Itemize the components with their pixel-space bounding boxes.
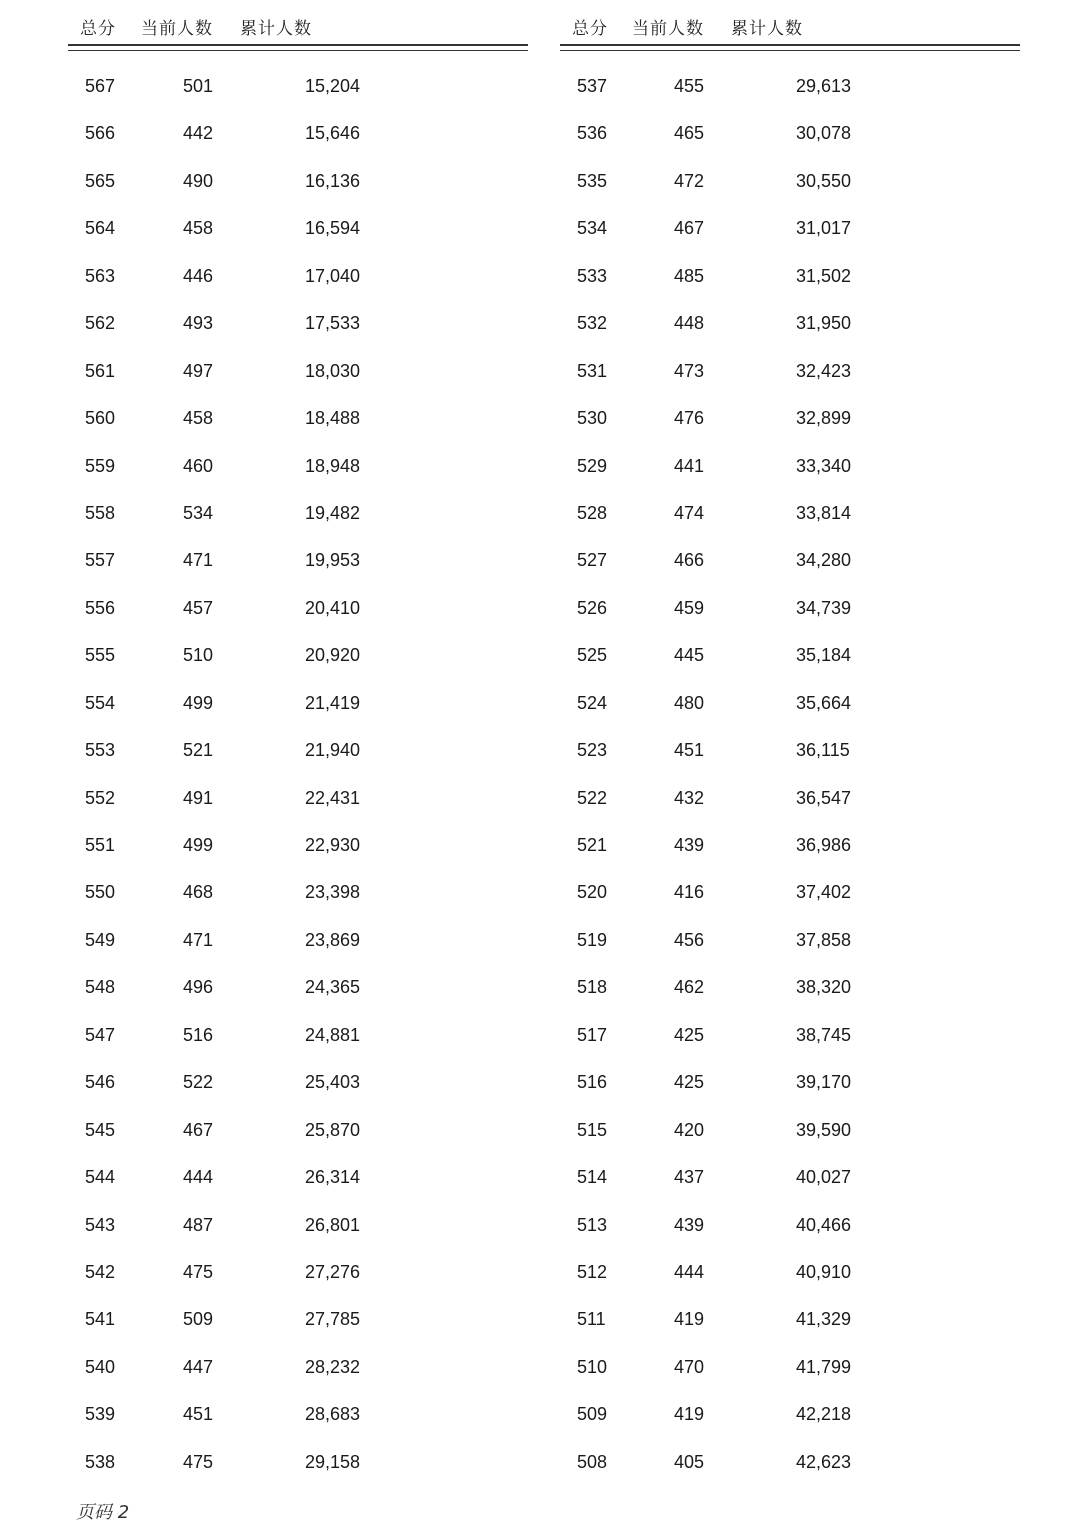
table-row (560, 442, 1020, 489)
cumulative-count-cell: 41,799 (796, 1356, 852, 1377)
table-row (560, 347, 1020, 394)
current-count-cell: 416 (674, 882, 705, 903)
cumulative-count-cell: 25,403 (305, 1072, 361, 1093)
cumulative-count-cell: 38,745 (796, 1024, 852, 1045)
cumulative-count-cell: 42,623 (796, 1451, 852, 1472)
score-cell: 548 (85, 977, 116, 998)
current-count-cell: 444 (183, 1167, 214, 1188)
current-count-cell: 460 (183, 455, 214, 476)
cumulative-count-cell: 36,547 (796, 787, 852, 808)
table-row (68, 109, 528, 156)
current-count-cell: 462 (674, 977, 705, 998)
score-cell: 562 (85, 313, 116, 334)
cumulative-count-cell: 18,948 (305, 455, 361, 476)
score-cell: 517 (577, 1024, 608, 1045)
score-cell: 543 (85, 1214, 116, 1235)
current-count-cell: 475 (183, 1451, 214, 1472)
table-row (560, 821, 1020, 868)
cumulative-count-cell: 25,870 (305, 1119, 361, 1140)
page-number: 页码 2 (76, 1502, 130, 1523)
current-count-cell: 442 (183, 123, 214, 144)
table-row (68, 1201, 528, 1248)
table-row (68, 157, 528, 204)
cumulative-count-cell: 37,402 (796, 882, 852, 903)
cumulative-count-cell: 21,940 (305, 740, 361, 761)
cumulative-count-cell: 23,398 (305, 882, 361, 903)
table-row (68, 821, 528, 868)
table-row (68, 963, 528, 1010)
score-cell: 513 (577, 1214, 608, 1235)
table-row (560, 536, 1020, 583)
current-count-cell: 432 (674, 787, 705, 808)
table-row (68, 679, 528, 726)
table-row (68, 394, 528, 441)
score-cell: 529 (577, 455, 608, 476)
score-cell: 521 (577, 835, 608, 855)
cumulative-count-cell: 15,646 (305, 123, 361, 144)
header-current-count: 当前人数 (141, 19, 213, 39)
score-cell: 552 (85, 787, 116, 808)
cumulative-count-cell: 22,431 (305, 787, 361, 808)
table-row (560, 252, 1020, 299)
cumulative-count-cell: 19,953 (305, 550, 361, 571)
current-count-cell: 501 (183, 76, 214, 96)
cumulative-count-cell: 20,920 (305, 645, 361, 666)
cumulative-count-cell: 32,899 (796, 408, 852, 429)
score-cell: 532 (577, 313, 608, 334)
cumulative-count-cell: 40,910 (796, 1261, 852, 1282)
cumulative-count-cell: 38,320 (796, 977, 852, 998)
cumulative-count-cell: 28,232 (305, 1356, 361, 1377)
score-cell: 561 (85, 360, 116, 381)
score-cell: 567 (85, 76, 116, 96)
table-row (68, 347, 528, 394)
table-row (68, 916, 528, 963)
current-count-cell: 445 (674, 645, 705, 666)
cumulative-count-cell: 24,881 (305, 1024, 361, 1045)
current-count-cell: 458 (183, 218, 214, 239)
current-count-cell: 510 (183, 645, 214, 666)
current-count-cell: 451 (183, 1404, 214, 1425)
cumulative-count-cell: 26,801 (305, 1214, 361, 1235)
score-cell: 545 (85, 1119, 116, 1140)
table-row (68, 536, 528, 583)
cumulative-count-cell: 31,017 (796, 218, 852, 239)
cumulative-count-cell: 16,594 (305, 218, 361, 239)
cumulative-count-cell: 34,280 (796, 550, 852, 571)
cumulative-count-cell: 32,423 (796, 360, 852, 381)
table-row (560, 963, 1020, 1010)
current-count-cell: 516 (183, 1024, 214, 1045)
current-count-cell: 425 (674, 1024, 705, 1045)
score-cell: 512 (577, 1261, 608, 1282)
score-cell: 542 (85, 1261, 116, 1282)
table-row (560, 916, 1020, 963)
score-cell: 514 (577, 1167, 608, 1188)
cumulative-count-cell: 20,410 (305, 597, 361, 618)
current-count-cell: 472 (674, 170, 705, 191)
table-row (560, 774, 1020, 821)
cumulative-count-cell: 24,365 (305, 977, 361, 998)
table-row (68, 726, 528, 773)
cumulative-count-cell: 26,314 (305, 1167, 361, 1188)
cumulative-count-cell: 17,040 (305, 265, 361, 286)
score-cell: 526 (577, 597, 608, 618)
table-row (68, 1011, 528, 1058)
header-cumulative-count: 累计人数 (731, 19, 803, 39)
score-cell: 509 (577, 1404, 608, 1425)
current-count-cell: 476 (674, 408, 705, 429)
cumulative-count-cell: 30,078 (796, 123, 852, 144)
table-row (68, 1390, 528, 1437)
table-row (68, 774, 528, 821)
current-count-cell: 470 (674, 1356, 705, 1377)
score-cell: 537 (577, 76, 608, 96)
table-row (560, 1248, 1020, 1295)
current-count-cell: 437 (674, 1167, 705, 1188)
current-count-cell: 493 (183, 313, 214, 334)
cumulative-count-cell: 23,869 (305, 929, 361, 950)
current-count-cell: 458 (183, 408, 214, 429)
current-count-cell: 425 (674, 1072, 705, 1093)
table-row (68, 1343, 528, 1390)
cumulative-count-cell: 29,158 (305, 1451, 361, 1472)
score-cell: 565 (85, 170, 116, 191)
score-cell: 519 (577, 929, 608, 950)
right-table-header (560, 10, 1020, 40)
current-count-cell: 522 (183, 1072, 214, 1093)
table-row (68, 1295, 528, 1342)
score-cell: 551 (85, 835, 116, 855)
score-cell: 510 (577, 1356, 608, 1377)
current-count-cell: 465 (674, 123, 705, 144)
cumulative-count-cell: 31,502 (796, 265, 852, 286)
table-row (560, 1201, 1020, 1248)
cumulative-count-cell: 29,613 (796, 76, 852, 96)
cumulative-count-cell: 33,340 (796, 455, 852, 476)
table-row (560, 394, 1020, 441)
table-row (560, 1058, 1020, 1105)
table-row (560, 62, 1020, 109)
cumulative-count-cell: 39,590 (796, 1119, 852, 1140)
score-cell: 563 (85, 265, 116, 286)
score-cell: 538 (85, 1451, 116, 1472)
score-cell: 557 (85, 550, 116, 571)
header-rule-bottom (68, 50, 528, 51)
table-row (68, 631, 528, 678)
score-cell: 524 (577, 692, 608, 713)
cumulative-count-cell: 27,276 (305, 1261, 361, 1282)
score-cell: 550 (85, 882, 116, 903)
cumulative-count-cell: 41,329 (796, 1309, 852, 1330)
table-row (560, 1438, 1020, 1485)
score-cell: 549 (85, 929, 116, 950)
cumulative-count-cell: 34,739 (796, 597, 852, 618)
current-count-cell: 457 (183, 597, 214, 618)
cumulative-count-cell: 37,858 (796, 929, 852, 950)
header-rule-top (560, 44, 1020, 46)
score-cell: 525 (577, 645, 608, 666)
table-row (560, 299, 1020, 346)
cumulative-count-cell: 36,986 (796, 835, 852, 855)
table-row (560, 1106, 1020, 1153)
current-count-cell: 534 (183, 502, 214, 523)
score-cell: 518 (577, 977, 608, 998)
current-count-cell: 441 (674, 455, 705, 476)
current-count-cell: 490 (183, 170, 214, 191)
score-cell: 555 (85, 645, 116, 666)
header-rule-top (68, 44, 528, 46)
score-cell: 533 (577, 265, 608, 286)
current-count-cell: 467 (183, 1119, 214, 1140)
score-cell: 541 (85, 1309, 116, 1330)
current-count-cell: 509 (183, 1309, 214, 1330)
cumulative-count-cell: 35,664 (796, 692, 852, 713)
score-cell: 528 (577, 502, 608, 523)
cumulative-count-cell: 18,488 (305, 408, 361, 429)
score-cell: 556 (85, 597, 116, 618)
table-row (560, 109, 1020, 156)
cumulative-count-cell: 35,184 (796, 645, 852, 666)
cumulative-count-cell: 17,533 (305, 313, 361, 334)
current-count-cell: 456 (674, 929, 705, 950)
current-count-cell: 455 (674, 76, 705, 96)
table-row (68, 868, 528, 915)
current-count-cell: 475 (183, 1261, 214, 1282)
current-count-cell: 474 (674, 502, 705, 523)
cumulative-count-cell: 22,930 (305, 835, 361, 855)
header-total-score: 总分 (80, 19, 116, 39)
table-row (560, 631, 1020, 678)
table-row (68, 1438, 528, 1485)
current-count-cell: 439 (674, 1214, 705, 1235)
current-count-cell: 466 (674, 550, 705, 571)
cumulative-count-cell: 27,785 (305, 1309, 361, 1330)
score-cell: 560 (85, 408, 116, 429)
score-cell: 564 (85, 218, 116, 239)
cumulative-count-cell: 31,950 (796, 313, 852, 334)
score-cell: 520 (577, 882, 608, 903)
score-cell: 554 (85, 692, 116, 713)
current-count-cell: 521 (183, 740, 214, 761)
score-cell: 523 (577, 740, 608, 761)
table-row (560, 726, 1020, 773)
current-count-cell: 468 (183, 882, 214, 903)
score-cell: 535 (577, 170, 608, 191)
right-score-table (560, 62, 1020, 1485)
cumulative-count-cell: 39,170 (796, 1072, 852, 1093)
current-count-cell: 439 (674, 835, 705, 855)
table-row (68, 204, 528, 251)
table-row (560, 1295, 1020, 1342)
table-row (560, 868, 1020, 915)
score-cell: 566 (85, 123, 116, 144)
table-row (560, 584, 1020, 631)
cumulative-count-cell: 42,218 (796, 1404, 852, 1425)
score-cell: 547 (85, 1024, 116, 1045)
cumulative-count-cell: 28,683 (305, 1404, 361, 1425)
cumulative-count-cell: 18,030 (305, 360, 361, 381)
current-count-cell: 447 (183, 1356, 214, 1377)
score-cell: 508 (577, 1451, 608, 1472)
table-row (560, 1343, 1020, 1390)
table-row (68, 489, 528, 536)
score-cell: 516 (577, 1072, 608, 1093)
cumulative-count-cell: 40,027 (796, 1167, 852, 1188)
current-count-cell: 485 (674, 265, 705, 286)
left-score-table (68, 62, 528, 1485)
score-cell: 527 (577, 550, 608, 571)
current-count-cell: 491 (183, 787, 214, 808)
left-table-header (68, 10, 528, 40)
table-row (560, 679, 1020, 726)
current-count-cell: 419 (674, 1309, 705, 1330)
header-rule-bottom (560, 50, 1020, 51)
current-count-cell: 499 (183, 835, 214, 855)
cumulative-count-cell: 36,115 (796, 740, 850, 761)
current-count-cell: 405 (674, 1451, 705, 1472)
score-cell: 539 (85, 1404, 116, 1425)
table-row (68, 1058, 528, 1105)
header-total-score: 总分 (572, 19, 608, 39)
current-count-cell: 451 (674, 740, 705, 761)
table-row (68, 299, 528, 346)
table-row (560, 157, 1020, 204)
current-count-cell: 480 (674, 692, 705, 713)
score-cell: 540 (85, 1356, 116, 1377)
current-count-cell: 496 (183, 977, 214, 998)
table-row (68, 584, 528, 631)
current-count-cell: 471 (183, 550, 214, 571)
current-count-cell: 459 (674, 597, 705, 618)
header-current-count: 当前人数 (632, 19, 704, 39)
table-row (68, 1248, 528, 1295)
table-row (68, 252, 528, 299)
table-row (560, 489, 1020, 536)
current-count-cell: 471 (183, 929, 214, 950)
table-row (68, 62, 528, 109)
current-count-cell: 444 (674, 1261, 705, 1282)
score-cell: 536 (577, 123, 608, 144)
header-cumulative-count: 累计人数 (240, 19, 312, 39)
table-row (68, 1106, 528, 1153)
cumulative-count-cell: 19,482 (305, 502, 361, 523)
current-count-cell: 467 (674, 218, 705, 239)
cumulative-count-cell: 15,204 (305, 76, 361, 96)
table-row (68, 1153, 528, 1200)
current-count-cell: 499 (183, 692, 214, 713)
score-cell: 544 (85, 1167, 116, 1188)
score-cell: 558 (85, 502, 116, 523)
score-cell: 534 (577, 218, 608, 239)
current-count-cell: 473 (674, 360, 705, 381)
score-cell: 559 (85, 455, 116, 476)
table-row (560, 204, 1020, 251)
table-row (560, 1011, 1020, 1058)
table-row (560, 1153, 1020, 1200)
score-cell: 531 (577, 360, 608, 381)
cumulative-count-cell: 40,466 (796, 1214, 852, 1235)
table-row (68, 442, 528, 489)
current-count-cell: 420 (674, 1119, 705, 1140)
current-count-cell: 446 (183, 265, 214, 286)
current-count-cell: 419 (674, 1404, 705, 1425)
cumulative-count-cell: 16,136 (305, 170, 361, 191)
score-cell: 511 (577, 1309, 606, 1330)
score-cell: 553 (85, 740, 116, 761)
current-count-cell: 448 (674, 313, 705, 334)
score-cell: 522 (577, 787, 608, 808)
cumulative-count-cell: 30,550 (796, 170, 852, 191)
cumulative-count-cell: 33,814 (796, 502, 852, 523)
table-row (560, 1390, 1020, 1437)
current-count-cell: 497 (183, 360, 214, 381)
score-cell: 546 (85, 1072, 116, 1093)
score-cell: 530 (577, 408, 608, 429)
score-cell: 515 (577, 1119, 608, 1140)
cumulative-count-cell: 21,419 (305, 692, 361, 713)
current-count-cell: 487 (183, 1214, 214, 1235)
